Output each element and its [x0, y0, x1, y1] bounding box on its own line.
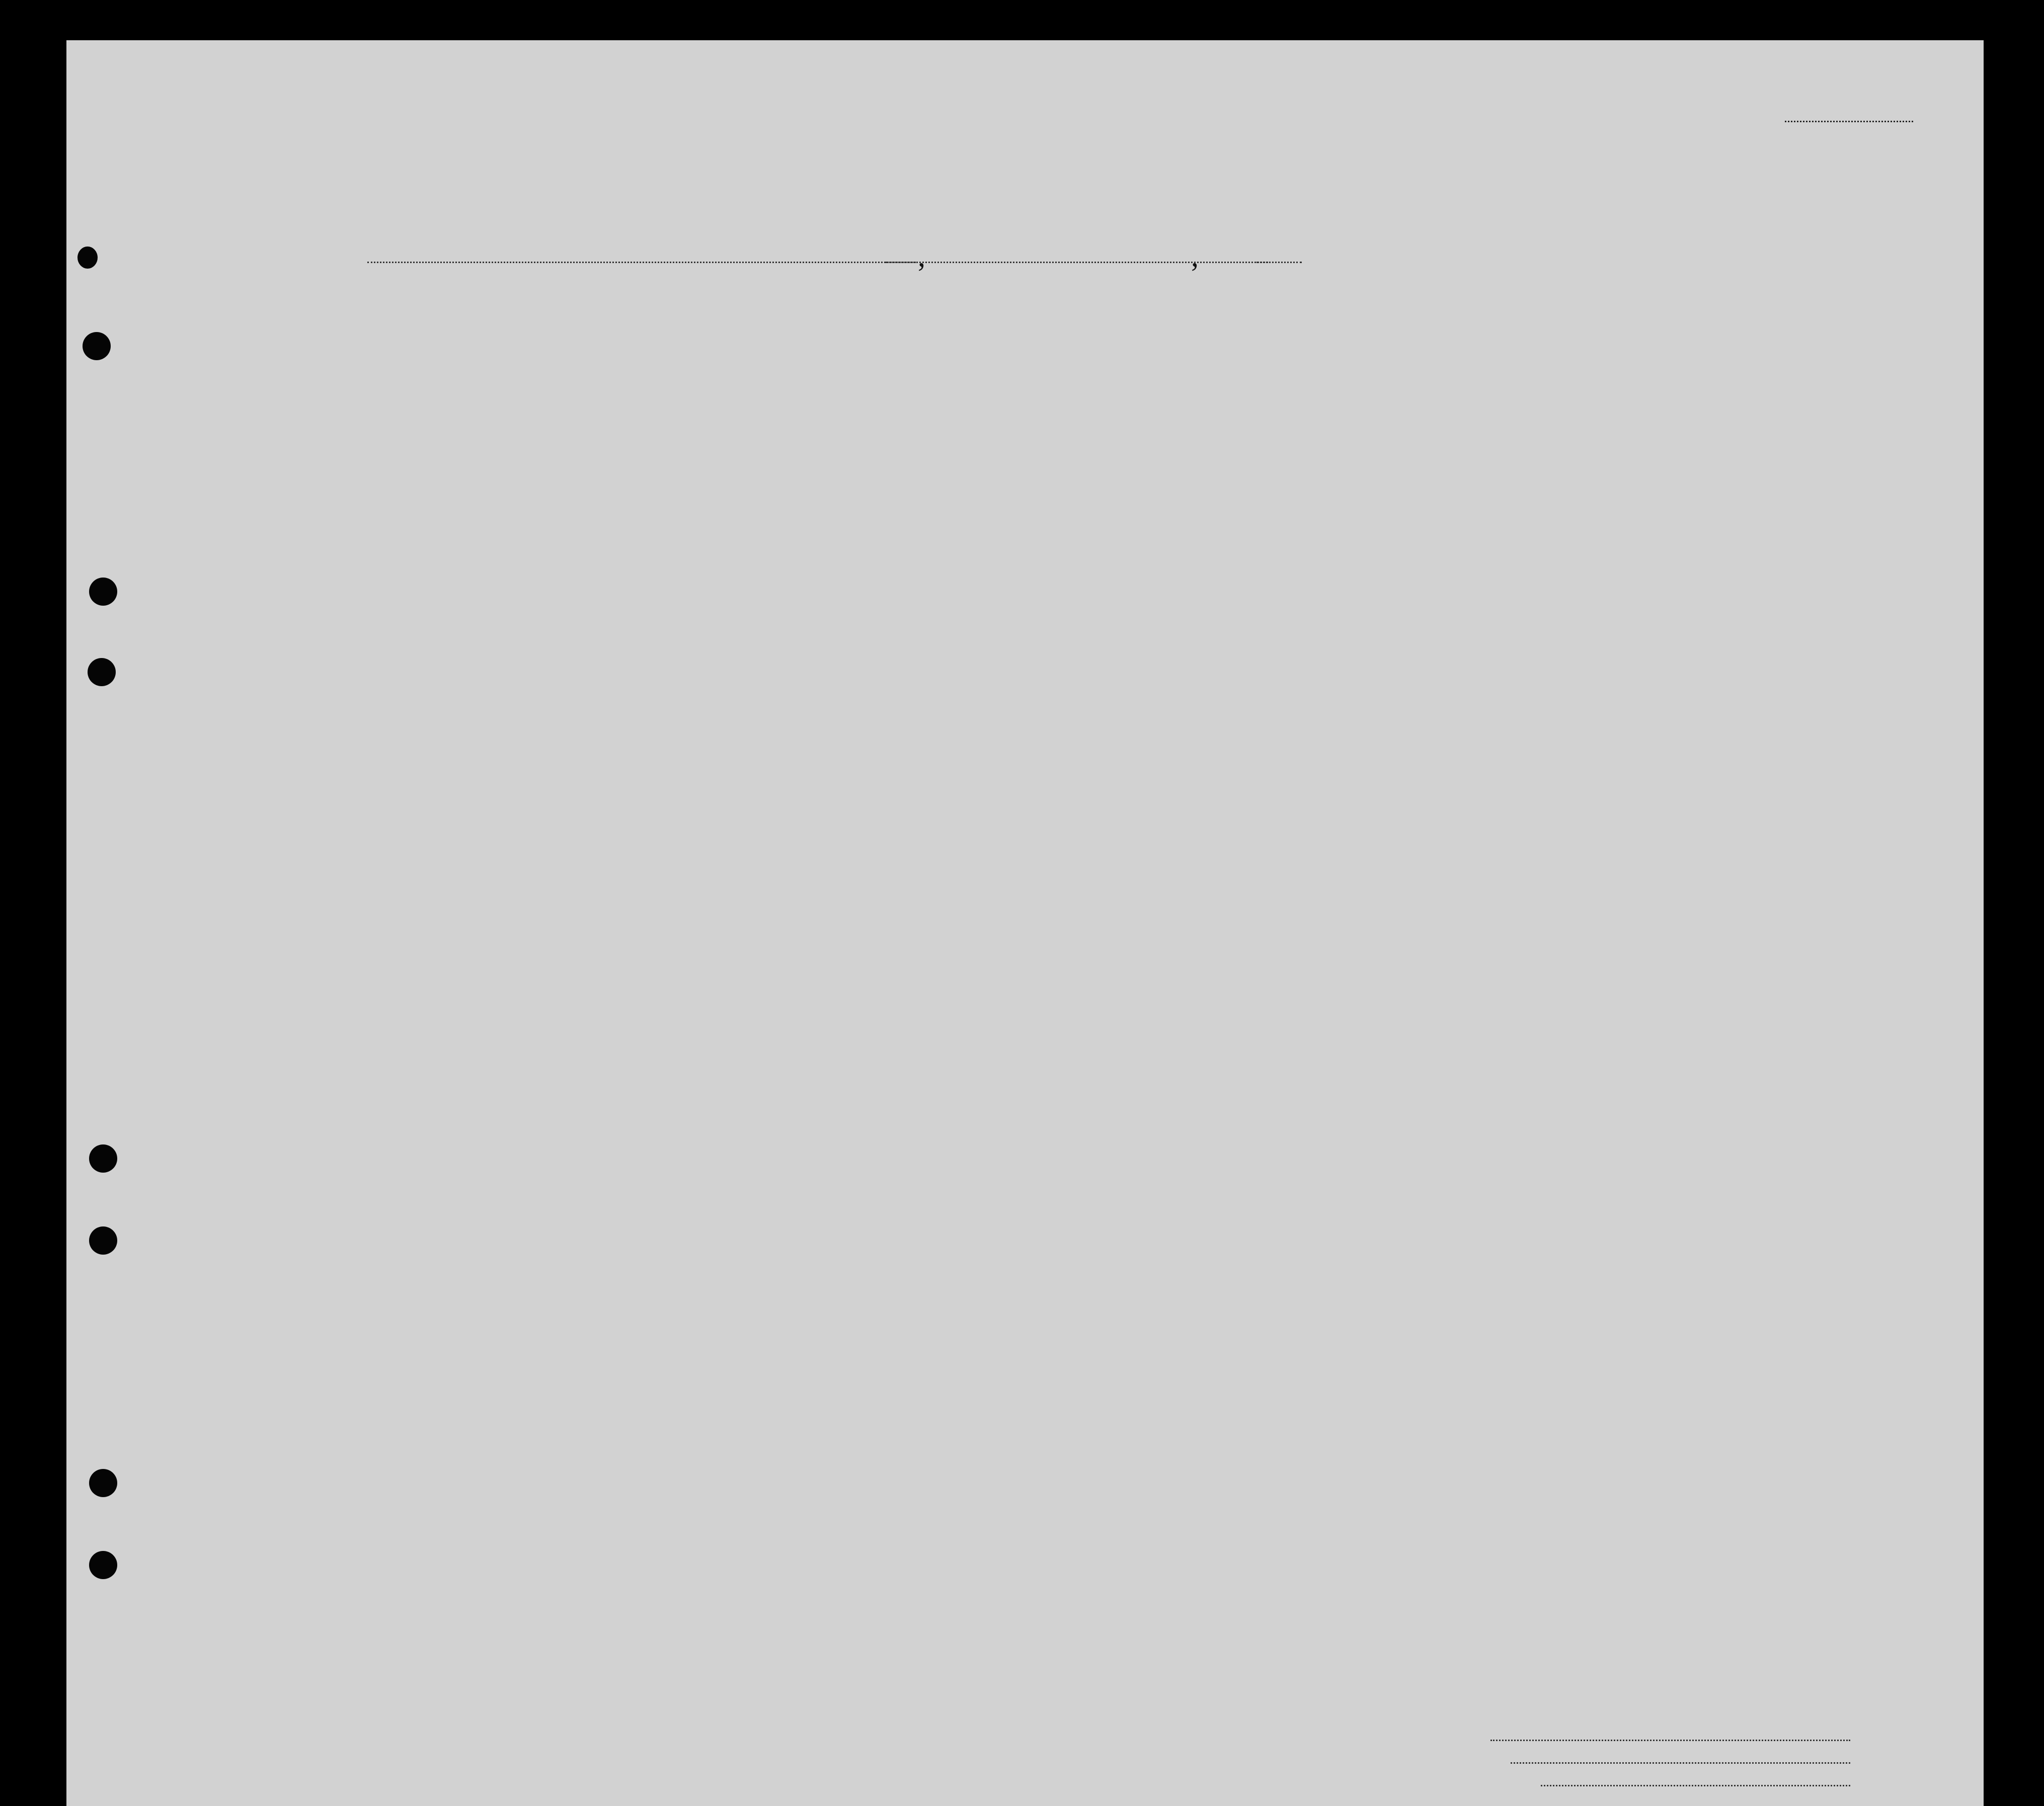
col-num-16	[139, 291, 190, 307]
col-num-30	[1473, 291, 1498, 307]
col-num-33	[1577, 291, 1637, 307]
col-num-35	[1685, 291, 1725, 307]
header-inches	[1662, 453, 1675, 488]
col-num-20	[628, 291, 719, 307]
col-num-29	[1435, 291, 1473, 307]
col-num-34	[1637, 291, 1685, 307]
col-num-24	[1178, 291, 1289, 307]
col-num-19	[597, 291, 627, 307]
punch-hole	[89, 1226, 117, 1255]
col-num-22	[752, 291, 928, 307]
col-num-36	[1725, 291, 1809, 307]
header-q30	[1475, 319, 1496, 485]
punch-hole	[89, 578, 117, 606]
col-num-21	[719, 291, 752, 307]
punch-hole	[89, 1144, 117, 1173]
punch-hole	[89, 1469, 117, 1497]
punch-hole	[83, 332, 111, 360]
col-num-37	[1809, 291, 1949, 307]
header-q28	[1385, 319, 1433, 485]
header-polygamist	[1334, 319, 1353, 485]
punch-hole	[88, 658, 116, 686]
comma-1: ,	[918, 239, 925, 273]
punch-hole	[77, 247, 98, 269]
header-possession-50	[721, 319, 751, 485]
line-field[interactable]	[1490, 1740, 1850, 1741]
agents-field[interactable]	[1541, 1785, 1850, 1786]
col-num-32	[1523, 291, 1577, 307]
comma-2: ,	[1191, 239, 1199, 273]
header-q29	[1437, 319, 1470, 485]
header-almshouse	[1288, 319, 1326, 485]
col-num-23	[937, 291, 1178, 307]
col-num-17	[190, 291, 441, 307]
header-purpose-c	[1257, 351, 1283, 487]
owners-field[interactable]	[1511, 1762, 1850, 1764]
col-num-25	[1284, 291, 1329, 307]
header-purpose-b	[1225, 351, 1254, 487]
header-feet	[1640, 462, 1654, 487]
col-num-18	[441, 291, 592, 307]
punch-hole	[89, 1551, 117, 1579]
col-num-28	[1382, 291, 1435, 307]
header-anarchist	[1361, 319, 1379, 485]
col-num-31	[1498, 291, 1523, 307]
header-purpose-a	[1180, 351, 1220, 487]
header-q31	[1500, 319, 1521, 485]
header-ticket	[599, 316, 629, 487]
col-num-27	[1357, 291, 1382, 307]
col-num-26	[1329, 291, 1357, 307]
manifest-sheet	[66, 40, 1984, 1806]
